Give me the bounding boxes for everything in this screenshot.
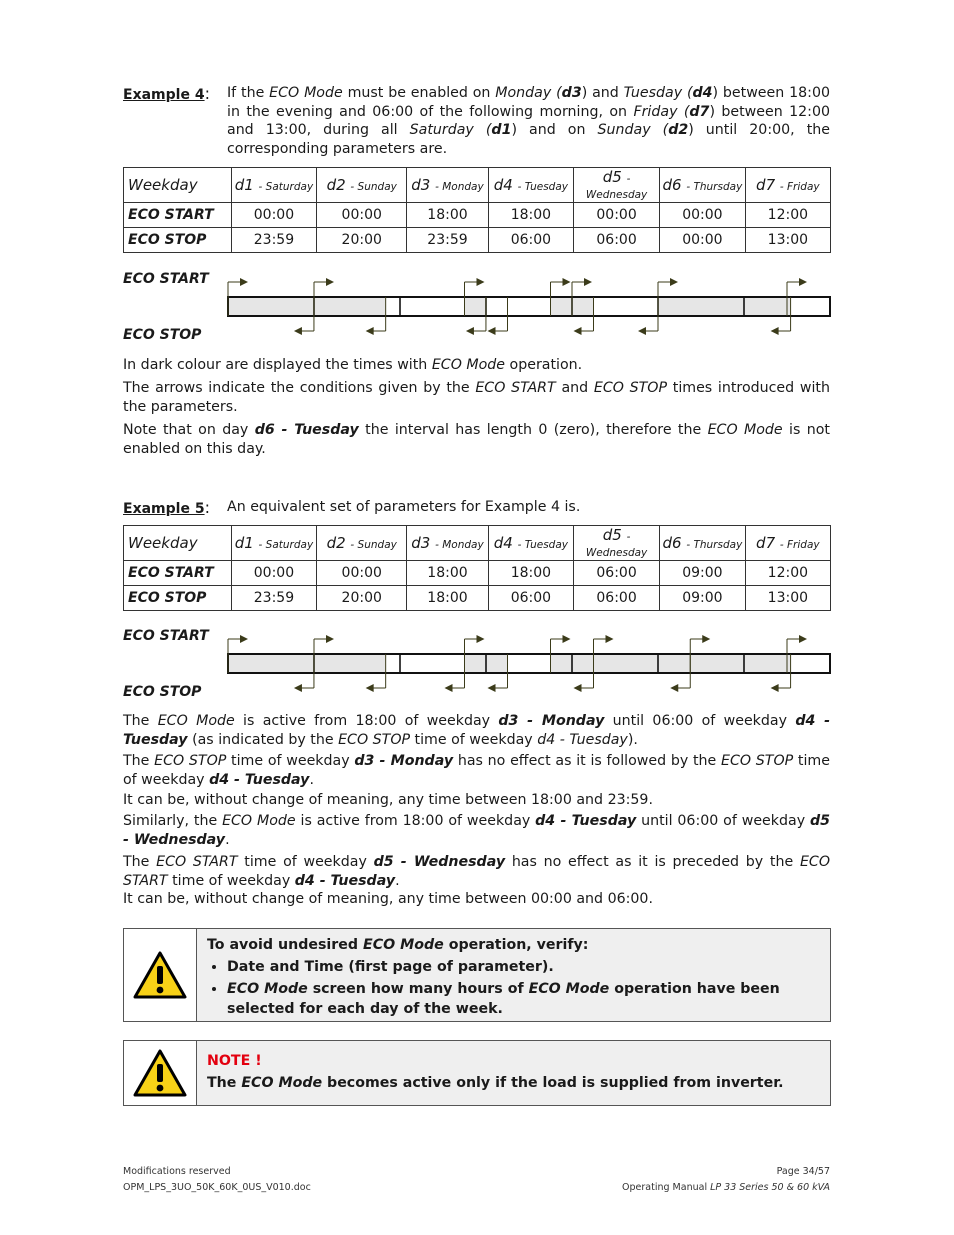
t: d3 - Monday: [498, 713, 605, 729]
stop-arrow-head: [670, 684, 678, 692]
t: The: [123, 854, 157, 870]
t: ) until 20:00, the corresponding parameters are.: [227, 122, 831, 157]
t: Saturday: [409, 122, 474, 138]
t: (: [650, 122, 669, 138]
t: and: [555, 380, 594, 396]
footer-right-2: [622, 1182, 830, 1193]
day-name: - Monday: [435, 539, 484, 551]
day-name: - Wednesday: [585, 531, 648, 559]
t: Monday: [495, 85, 552, 101]
example4-diagram-stop-label: ECO STOP: [123, 327, 202, 343]
day-code: d3: [411, 534, 436, 552]
time-cell-d6: 09:00: [660, 586, 746, 611]
t: Sunday: [597, 122, 651, 138]
time-cell-d3: 18:00: [407, 586, 488, 611]
day-name: - Friday: [779, 181, 820, 193]
t: d1: [491, 122, 512, 138]
time-cell-d4: 18:00: [488, 561, 573, 586]
day-name: - Sunday: [350, 539, 397, 551]
t: ) and: [581, 85, 624, 101]
time-cell-d5: 06:00: [574, 228, 660, 253]
t: screen how many hours of: [307, 981, 529, 997]
day-code: d4: [493, 534, 518, 552]
t: d6 - Tuesday: [254, 422, 359, 438]
eco-active-segment: [690, 654, 790, 673]
t: ECO Mode: [269, 85, 343, 101]
t: ECO STOP: [593, 380, 668, 396]
eco-stop-row-label: ECO STOP: [124, 586, 232, 611]
day-code: d1: [234, 176, 259, 194]
warning-bullet-2: [227, 979, 820, 1019]
day-name: - Thursday: [686, 539, 743, 551]
time-cell-d6: 00:00: [660, 228, 746, 253]
day-code: d6: [662, 176, 687, 194]
time-cell-d4: 06:00: [488, 586, 573, 611]
example5-text: An equivalent set of parameters for Example 4 is.: [227, 499, 581, 515]
example5-label: Example 5: [123, 501, 205, 517]
colon: :: [204, 84, 210, 103]
time-cell-d6: 09:00: [660, 561, 746, 586]
t: d4 - Tuesday: [294, 872, 396, 889]
t: ECO STOP: [721, 753, 794, 769]
day-name: - Wednesday: [585, 173, 648, 201]
eco-active-segment: [787, 654, 791, 673]
start-arrow-head: [702, 635, 710, 643]
start-arrow-head: [563, 635, 571, 643]
t: is active from 18:00 of weekday: [295, 813, 536, 829]
t: (: [473, 122, 492, 138]
weekday-header: Weekday: [124, 526, 232, 561]
eco-start-row-label: ECO START: [124, 561, 232, 586]
t: Note that on day: [123, 422, 255, 438]
example5-diagram-start-label: ECO START: [123, 628, 209, 644]
time-cell-d3: 23:59: [407, 228, 488, 253]
t: ECO Mode: [707, 422, 783, 438]
example5-note-p3: It can be, without change of meaning, any time between 18:00 and 23:59.: [123, 792, 653, 808]
eco-active-segment: [314, 654, 386, 673]
t: time of weekday: [167, 872, 295, 889]
eco-active-segment: [228, 654, 314, 673]
t: until 06:00 of weekday: [604, 713, 796, 729]
t: ECO Mode: [241, 1075, 323, 1091]
t: ) between 18:00 in the evening and 06:00 of the following morning, on: [227, 85, 830, 120]
day-name: - Saturday: [258, 181, 314, 193]
t: times introduced with the parameters.: [123, 380, 830, 415]
stop-arrow-head: [445, 684, 453, 692]
example5-note-p2: [123, 752, 830, 789]
time-cell-d7: 13:00: [745, 228, 830, 253]
warning-text: [197, 929, 830, 1021]
t: d4: [692, 85, 713, 101]
stop-arrow-head: [294, 684, 302, 692]
warning-title: [207, 935, 820, 955]
example5-note-p6: It can be, without change of meaning, any time between 00:00 and 06:00.: [123, 891, 653, 907]
t: time of weekday: [237, 854, 374, 870]
time-cell-d1: 23:59: [231, 228, 317, 253]
example5-diagram-stop-label: ECO STOP: [123, 684, 202, 700]
warning-box: [123, 928, 831, 1022]
stop-arrow-head: [366, 684, 374, 692]
time-cell-d7: 12:00: [745, 561, 830, 586]
start-arrow-head: [240, 635, 248, 643]
t: ECO Mode: [157, 713, 235, 729]
t: LP 33 Series 50 & 60 kVA: [710, 1182, 830, 1193]
t: until 06:00 of weekday: [636, 813, 810, 829]
t: has no effect as it is preceded by the: [505, 854, 800, 870]
t: operation, verify:: [443, 937, 589, 953]
t: (as indicated by the: [187, 731, 339, 748]
day-name: - Thursday: [686, 181, 743, 193]
t: time of weekday: [410, 731, 538, 748]
time-cell-d1: 00:00: [231, 203, 317, 228]
t: ECO Mode: [227, 981, 308, 997]
note-title: NOTE !: [207, 1053, 262, 1069]
day-name: - Friday: [779, 539, 820, 551]
warning-triangle-icon: [132, 950, 188, 1000]
eco-start-row-label: ECO START: [124, 203, 232, 228]
warning-triangle-icon: [132, 1048, 188, 1098]
stop-arrow-head: [574, 684, 582, 692]
t: ) between 12:00 and 13:00, during all: [227, 103, 830, 138]
time-cell-d2: 00:00: [317, 203, 407, 228]
note-body: [207, 1073, 820, 1093]
t: The: [123, 713, 158, 729]
time-cell-d5: 06:00: [574, 561, 660, 586]
t: becomes active only if the load is supplied from inverter.: [322, 1075, 784, 1091]
stop-arrow-head: [771, 684, 779, 692]
warning-list: [207, 957, 820, 1019]
note-box: [123, 1040, 831, 1106]
time-cell-d4: 18:00: [488, 203, 573, 228]
time-cell-d1: 00:00: [231, 561, 317, 586]
day-code: d5: [602, 526, 627, 544]
note-text: [197, 1041, 830, 1105]
example5-note-p5: [123, 853, 830, 890]
t: ECO STOP: [338, 731, 411, 748]
t: d4 - Tuesday: [535, 813, 637, 829]
t: d2: [668, 122, 689, 138]
t: time of weekday: [226, 753, 355, 769]
t: time of weekday: [123, 753, 830, 788]
day-name: - Monday: [435, 181, 484, 193]
t: has no effect as it is followed by the: [453, 753, 721, 769]
t: ECO STOP: [154, 753, 227, 769]
day-name: - Tuesday: [517, 539, 568, 551]
t: d4 - Tuesday: [209, 771, 310, 788]
t: Tuesday: [623, 85, 683, 101]
start-arrow-head: [326, 635, 334, 643]
day-code: d7: [756, 534, 780, 552]
footer-right-1: Page 34/57: [776, 1166, 830, 1177]
t: (: [551, 85, 562, 101]
weekday-header: Weekday: [124, 168, 232, 203]
day-code: d7: [756, 176, 780, 194]
t: ECO Mode: [528, 981, 610, 997]
t: ECO Mode: [222, 813, 296, 829]
start-arrow-head: [606, 635, 614, 643]
t: ECO Mode: [363, 937, 444, 953]
example4-diagram-start-label: ECO START: [123, 271, 209, 287]
time-cell-d6: 00:00: [660, 203, 746, 228]
start-arrow-head: [477, 635, 485, 643]
t: Friday: [633, 103, 678, 120]
stop-arrow-head: [488, 684, 496, 692]
time-cell-d5: 06:00: [574, 586, 660, 611]
t: .: [225, 831, 230, 848]
time-cell-d1: 23:59: [231, 586, 317, 611]
day-name: - Sunday: [350, 181, 397, 193]
time-cell-d4: 06:00: [488, 228, 573, 253]
time-cell-d3: 18:00: [407, 203, 488, 228]
eco-active-segment: [594, 654, 691, 673]
day-name: - Tuesday: [517, 181, 568, 193]
t: operation have been selected for each day of the week.: [227, 981, 780, 1017]
time-cell-d2: 20:00: [317, 228, 407, 253]
warning-bullet-1: • Date and Time (first page of parameter).: [227, 957, 820, 977]
time-cell-d2: 20:00: [317, 586, 407, 611]
t: To avoid undesired: [207, 937, 364, 953]
time-cell-d5: 00:00: [574, 203, 660, 228]
t: d3 - Monday: [354, 753, 454, 769]
start-arrow-head: [799, 635, 807, 643]
day-code: d4: [493, 176, 518, 194]
day-code: d6: [662, 534, 687, 552]
t: ).: [627, 731, 638, 748]
t: ECO START: [156, 854, 238, 870]
day-code: d5: [602, 168, 627, 186]
t: d5 - Wednesday: [373, 854, 506, 870]
t: The: [207, 1075, 242, 1091]
t: (: [677, 103, 690, 120]
t: .: [395, 872, 400, 889]
time-cell-d3: 18:00: [407, 561, 488, 586]
t: The arrows indicate the conditions given by the: [123, 380, 476, 396]
t: d7: [689, 103, 710, 120]
example4-label: Example 4: [123, 87, 205, 103]
day-code: d1: [234, 534, 259, 552]
t: is active from 18:00 of weekday: [234, 713, 499, 729]
t: .: [309, 771, 314, 788]
time-cell-d7: 13:00: [745, 586, 830, 611]
t: is not enabled on this day.: [123, 422, 830, 457]
t: operation.: [505, 357, 583, 373]
t: ECO START: [475, 380, 556, 396]
t: ECO START: [123, 854, 831, 889]
t: d3: [561, 85, 582, 101]
t: the interval has length 0 (zero), therefore the: [358, 422, 708, 438]
time-cell-d2: 00:00: [317, 561, 407, 586]
time-cell-d7: 12:00: [745, 203, 830, 228]
t: In dark colour are displayed the times with: [123, 357, 432, 373]
eco-stop-row-label: ECO STOP: [124, 228, 232, 253]
t: d4 - Tuesday: [537, 731, 628, 748]
colon: :: [204, 498, 210, 517]
t: Similarly, the: [123, 813, 223, 829]
t: d5 - Wednesday: [123, 813, 830, 848]
day-name: - Saturday: [258, 539, 314, 551]
footer-left-1: Modifications reserved: [123, 1166, 231, 1177]
t: Operating Manual: [622, 1182, 711, 1193]
t: The: [123, 753, 155, 769]
day-code: d3: [411, 176, 436, 194]
t: ) and on: [511, 122, 598, 138]
example5-note-p4: [123, 812, 830, 849]
t: If the: [227, 85, 270, 101]
footer-left-2: OPM_LPS_3UO_50K_60K_0US_V010.doc: [123, 1182, 311, 1193]
warning-icon-cell: [124, 929, 197, 1021]
t: must be enabled on: [342, 85, 496, 101]
note-icon-cell: [124, 1041, 197, 1105]
t: (: [682, 85, 693, 101]
example5-note-p1: [123, 712, 830, 749]
day-code: d2: [326, 534, 351, 552]
t: ECO Mode: [431, 357, 506, 373]
day-code: d2: [326, 176, 351, 194]
t: d4 - Tuesday: [123, 713, 830, 748]
